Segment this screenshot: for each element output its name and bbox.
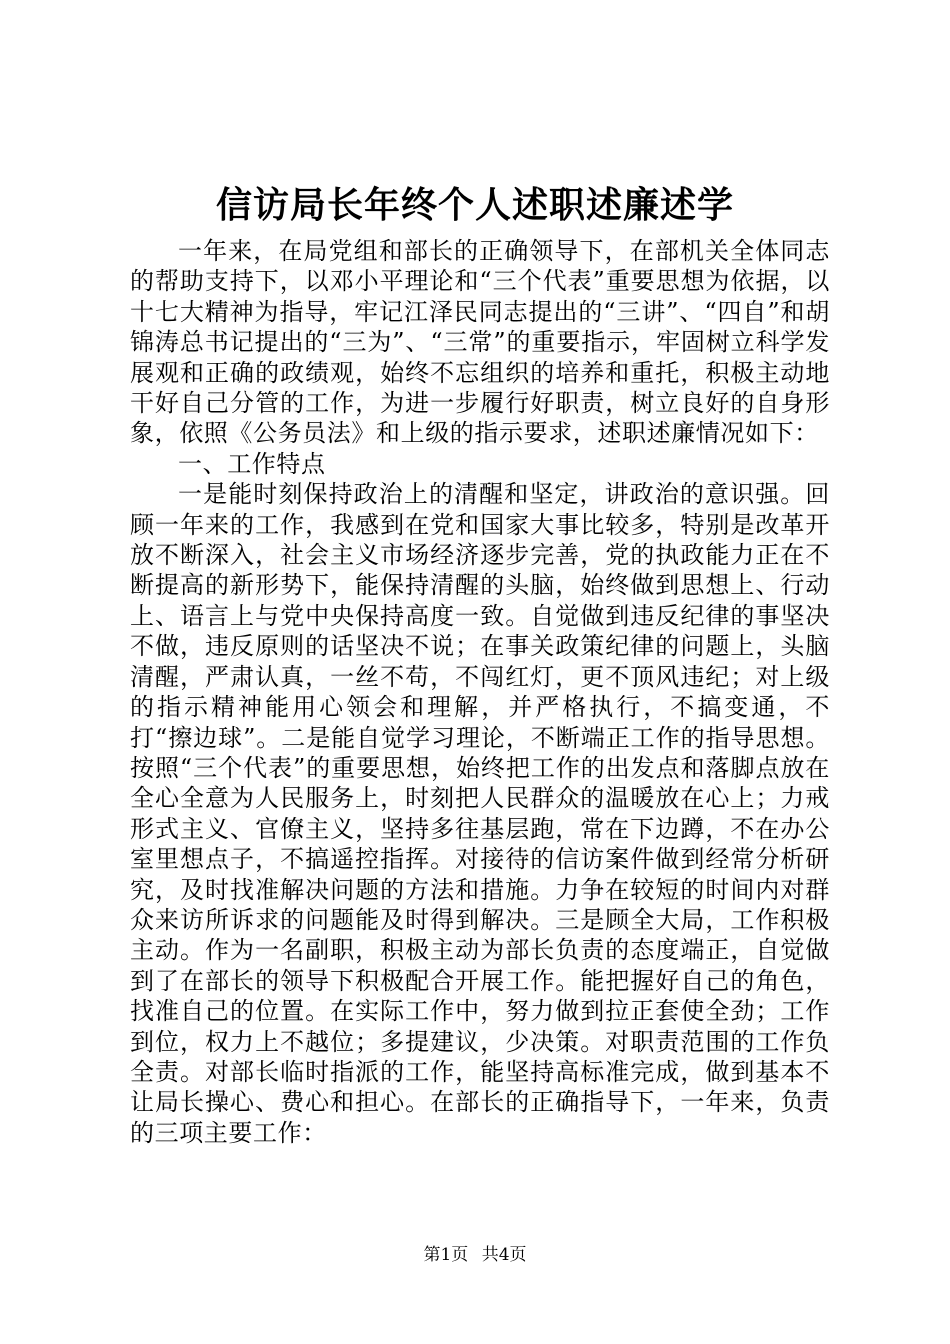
document-title: 信访局长年终个人述职述廉述学: [215, 184, 734, 226]
page-number: 第1页: [423, 1245, 469, 1265]
section-heading: 一、工作特点: [178, 449, 326, 478]
document-body: [130, 236, 830, 1148]
intro-paragraph: 一年来，在局党组和部长的正确领导下，在部机关全体同志的帮助支持下，以邓小平理论和“三个代表”重要思想为依据，以十七大精神为指导，牢记江泽民同志提出的“三讲”、“四自”和胡锦涛总书记提出的“三为”、“三常”的重要指示，牢固树立科学发展观和正确的政绩观，始终不忘组织的培养和重托，积极主动地干好自己分管的工作，为进一步履行好职责，树立良好的自身形象，依照《公务员法》和上级的指示要求，述职述廉情况如下：: [130, 237, 830, 448]
page-footer: [0, 1244, 950, 1266]
body-paragraph: 一是能时刻保持政治上的清醒和坚定，讲政治的意识强。回顾一年来的工作，我感到在党和国家大事比较多，特别是改革开放不断深入，社会主义市场经济逐步完善，党的执政能力正在不断提高的新形势下，能保持清醒的头脑，始终做到思想上、行动上、语言上与党中央保持高度一致。自觉做到违反纪律的事坚决不做，违反原则的话坚决不说；在事关政策纪律的问题上，头脑清醒，严肃认真，一丝不苟，不闯红灯，更不顶风违纪；对上级的指示精神能用心领会和理解，并严格执行，不搞变通，不打“擦边球”。二是能自觉学习理论，不断端正工作的指导思想。按照“三个代表”的重要思想，始终把工作的出发点和落脚点放在全心全意为人民服务上，时刻把人民群众的温暖放在心上；力戒形式主义、官僚主义，坚持多往基层跑，常在下边蹲，不在办公室里想点子，不搞遥控指挥。对接待的信访案件做到经常分析研究，及时找准解决问题的方法和措施。力争在较短的时间内对群众来访所诉求的问题能及时得到解决。三是顾全大局，工作积极主动。作为一名副职，积极主动为部长负责的态度端正，自觉做到了在部长的领导下积极配合开展工作。能把握好自己的角色，找准自己的位置。在实际工作中，努力做到拉正套使全劲；工作到位，权力上不越位；多提建议，少决策。对职责范围的工作负全责。对部长临时指派的工作，能坚持高标准完成，做到基本不让局长操心、费心和担心。在部长的正确指导下，一年来，负责的三项主要工作：: [130, 480, 830, 1147]
page-total: 共4页: [481, 1245, 527, 1265]
